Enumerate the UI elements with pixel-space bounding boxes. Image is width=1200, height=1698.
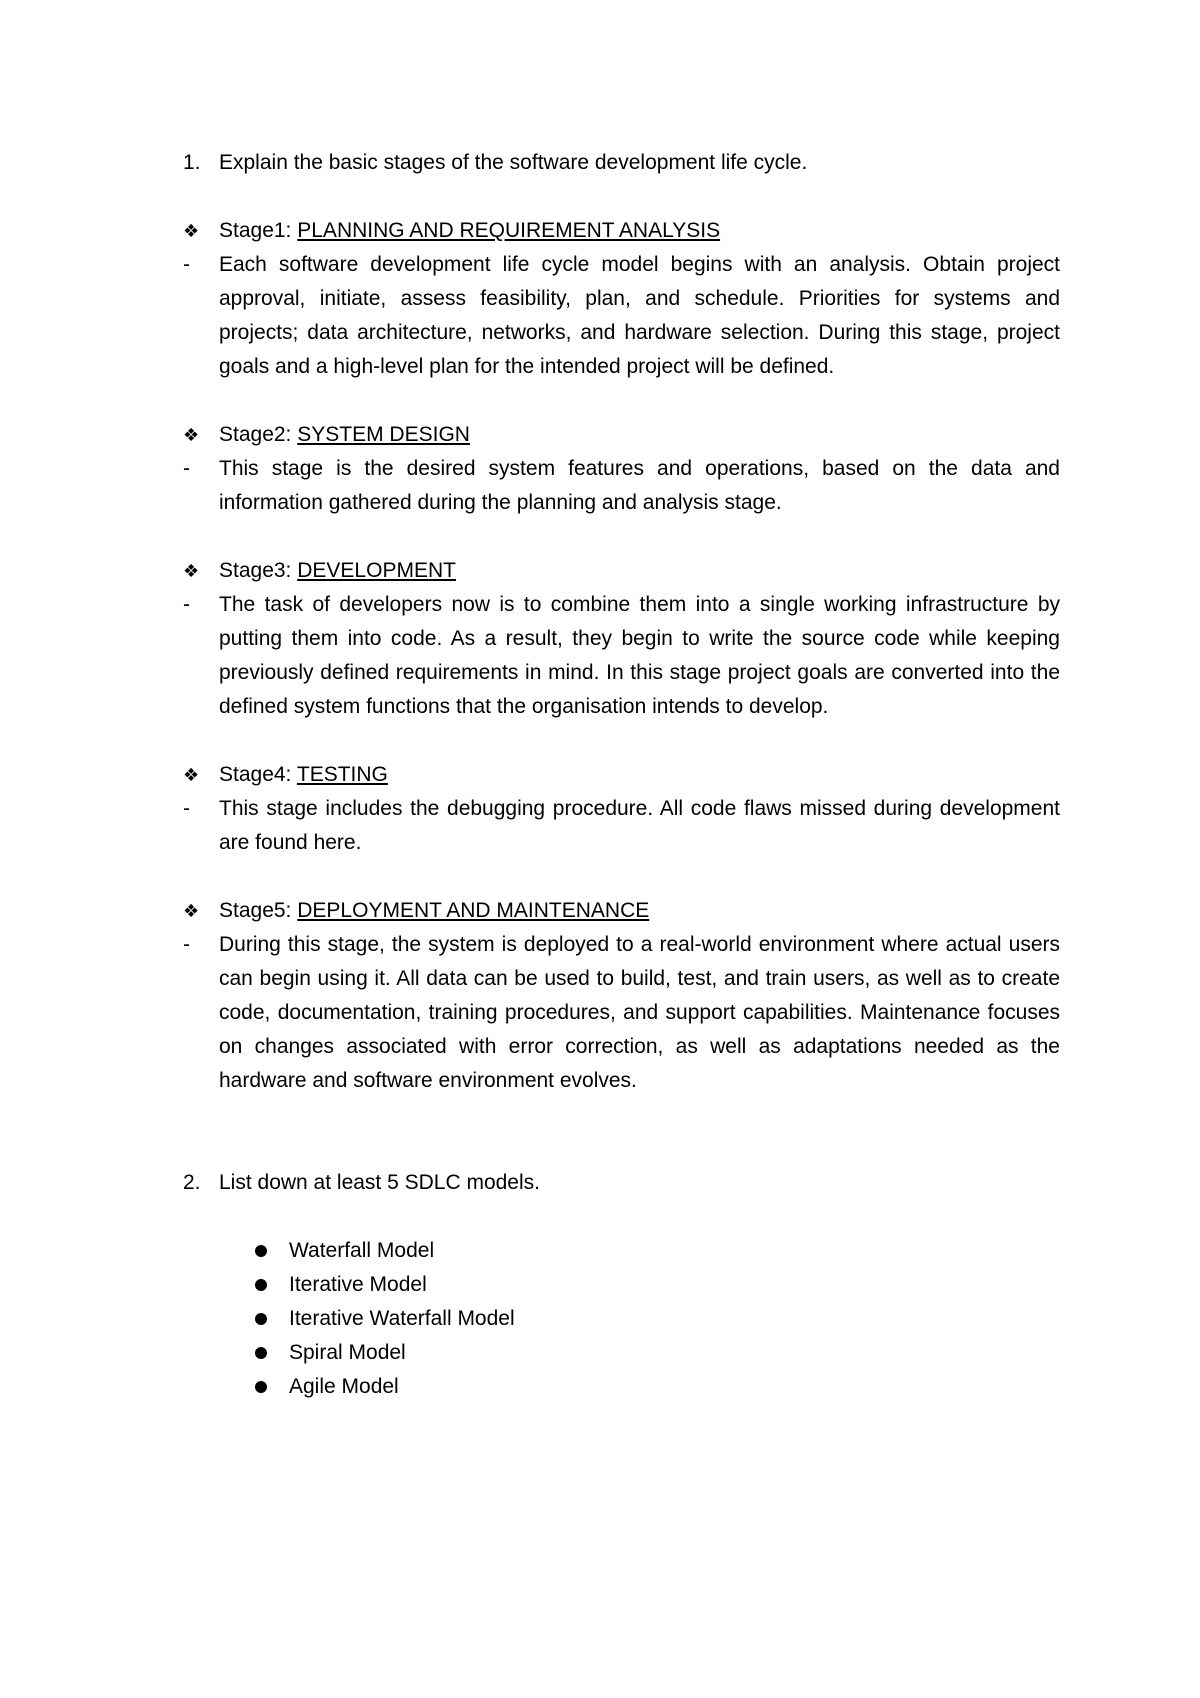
model-name: Iterative Model	[289, 1273, 427, 1296]
list-item	[255, 1234, 1060, 1268]
question-1	[183, 146, 1060, 180]
stage-1-title: PLANNING AND REQUIREMENT ANALYSIS	[297, 219, 721, 242]
bullet-dot-icon	[255, 1313, 267, 1325]
question-2-text: List down at least 5 SDLC models.	[219, 1171, 540, 1194]
stage-3-description-text: The task of developers now is to combine them into a single working infrastructure by putting them into code. As a result, they begin to write the source code while keeping previously defined requirements in mind. In this stage project goals are converted into the defined system functions that the organisation intends to develop.	[219, 593, 1060, 718]
diamond-bullet-icon: ❖	[183, 425, 200, 445]
stage-3-title: DEVELOPMENT	[297, 559, 456, 582]
stage-4-description	[183, 792, 1060, 860]
model-name: Spiral Model	[289, 1341, 406, 1364]
stage-1-description	[183, 248, 1060, 384]
bullet-dot-icon	[255, 1245, 267, 1257]
stage-1-label: Stage1: PLANNING AND REQUIREMENT ANALYSIS	[219, 219, 721, 242]
bullet-dot-icon	[255, 1347, 267, 1359]
list-item	[255, 1302, 1060, 1336]
list-item	[255, 1370, 1060, 1404]
model-name: Waterfall Model	[289, 1239, 435, 1262]
sdlc-model-list	[183, 1234, 1060, 1404]
bullet-dot-icon	[255, 1279, 267, 1291]
question-2	[183, 1166, 1060, 1200]
stage-2-title: SYSTEM DESIGN	[297, 423, 470, 446]
stage-2-heading	[183, 418, 1060, 452]
stage-5-heading	[183, 894, 1060, 928]
dash-marker: -	[183, 933, 190, 956]
diamond-bullet-icon: ❖	[183, 765, 200, 785]
dash-marker: -	[183, 253, 190, 276]
question-1-number: 1.	[183, 151, 201, 174]
stage-4-description-text: This stage includes the debugging procedure. All code flaws missed during development are found here.	[219, 797, 1060, 854]
stage-4-title: TESTING	[296, 763, 388, 786]
stage-1-description-text: Each software development life cycle model begins with an analysis. Obtain project approval, initiate, assess feasibility, plan, and schedule. Priorities for systems and projects; data architecture, networks, and hardware selection. During this stage, project goals and a high-level plan for the intended project will be defined.	[219, 253, 1060, 378]
stage-5-description-text: During this stage, the system is deployed to a real-world environment where actual users can begin using it. All data can be used to build, test, and train users, as well as to create code, documentation, training procedures, and support capabilities. Maintenance focuses on changes associated with error correction, as well as adaptations needed as the hardware and software environment evolves.	[219, 933, 1060, 1092]
bullet-dot-icon	[255, 1381, 267, 1393]
stage-2-description	[183, 452, 1060, 520]
dash-marker: -	[183, 797, 190, 820]
question-2-number: 2.	[183, 1171, 201, 1194]
stage-3-description	[183, 588, 1060, 724]
stage-3-label: Stage3: DEVELOPMENT	[219, 559, 456, 582]
dash-marker: -	[183, 457, 190, 480]
list-item	[255, 1336, 1060, 1370]
model-name: Agile Model	[289, 1375, 399, 1398]
dash-marker: -	[183, 593, 190, 616]
diamond-bullet-icon: ❖	[183, 901, 200, 921]
diamond-bullet-icon: ❖	[183, 561, 200, 581]
stage-2-label: Stage2: SYSTEM DESIGN	[219, 423, 470, 446]
list-item	[255, 1268, 1060, 1302]
model-name: Iterative Waterfall Model	[289, 1307, 515, 1330]
stage-4-label: Stage4: TESTING	[219, 763, 388, 786]
stage-5-title: DEPLOYMENT AND MAINTENANCE	[297, 899, 650, 922]
stage-3-heading	[183, 554, 1060, 588]
stage-2-description-text: This stage is the desired system features and operations, based on the data and information gathered during the planning and analysis stage.	[219, 457, 1060, 514]
stage-4-heading	[183, 758, 1060, 792]
stage-5-description	[183, 928, 1060, 1098]
stage-1-heading	[183, 214, 1060, 248]
question-1-text: Explain the basic stages of the software development life cycle.	[219, 151, 808, 174]
diamond-bullet-icon: ❖	[183, 221, 200, 241]
stage-5-label: Stage5: DEPLOYMENT AND MAINTENANCE	[219, 899, 650, 922]
